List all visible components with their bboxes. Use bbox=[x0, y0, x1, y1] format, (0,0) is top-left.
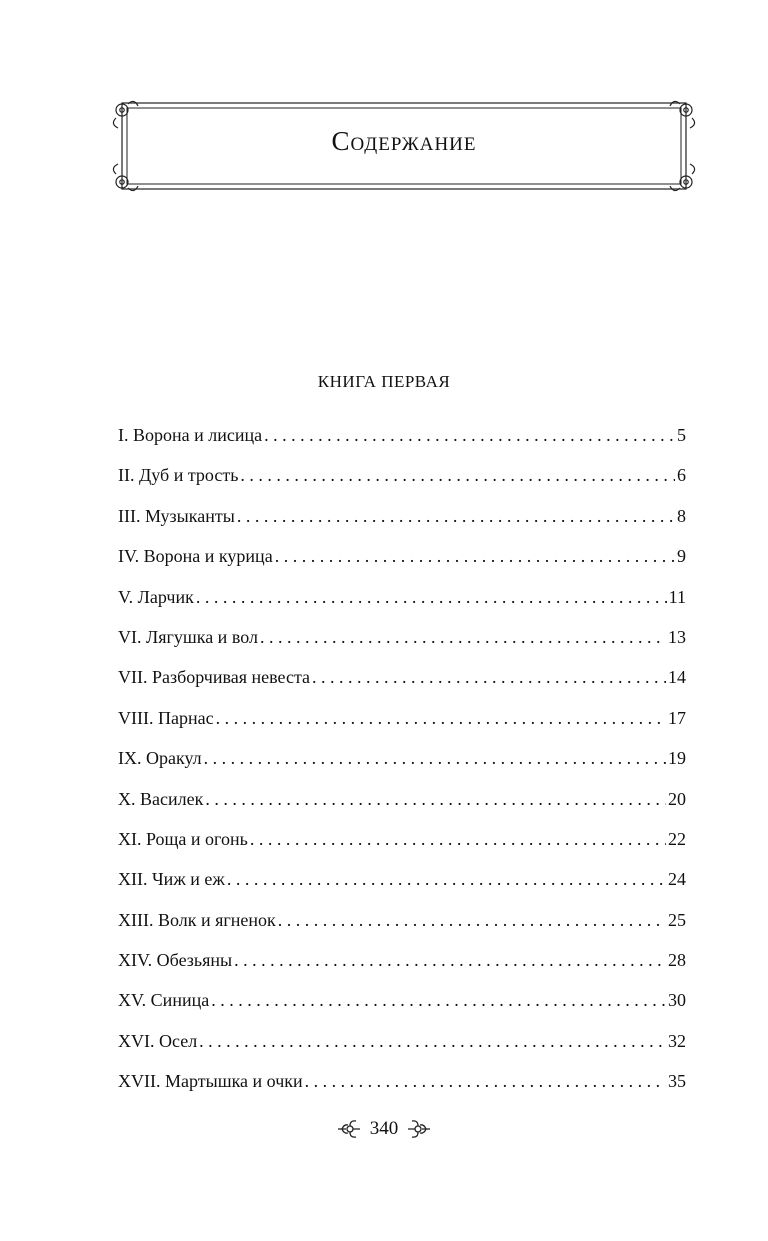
toc-entry-page: 30 bbox=[668, 990, 686, 1011]
toc-entry-title: XII. Чиж и еж bbox=[118, 869, 225, 890]
toc-entry bbox=[118, 946, 686, 986]
dot-leader bbox=[204, 744, 666, 772]
page-title: Содержание bbox=[331, 126, 477, 156]
fleuron-icon bbox=[336, 1118, 362, 1140]
toc-entry-page: 20 bbox=[668, 788, 686, 809]
toc-entry-title: VI. Лягушка и вол bbox=[118, 626, 258, 647]
toc-entry-page: 22 bbox=[668, 828, 686, 849]
dot-leader bbox=[234, 946, 666, 974]
dot-leader bbox=[250, 825, 666, 853]
toc-entry-page: 11 bbox=[668, 586, 686, 607]
toc-entry bbox=[118, 583, 686, 623]
dot-leader bbox=[264, 421, 675, 449]
toc-entry bbox=[118, 825, 686, 865]
toc-entry bbox=[118, 1067, 686, 1107]
toc-entry-title: XI. Роща и огонь bbox=[118, 828, 248, 849]
toc-entry-title: XIV. Обезьяны bbox=[118, 950, 233, 971]
toc-entry bbox=[118, 542, 686, 582]
toc-entry-title: VII. Разборчивая невеста bbox=[118, 667, 311, 688]
dot-leader bbox=[227, 865, 666, 893]
toc-entry-title: I. Ворона и лисица bbox=[118, 425, 263, 445]
toc-entry-title: XV. Синица bbox=[118, 990, 210, 1011]
toc-entry bbox=[118, 623, 686, 663]
dot-leader bbox=[312, 663, 666, 691]
toc-entry-title: III. Музыканты bbox=[118, 505, 235, 526]
dot-leader bbox=[278, 906, 666, 934]
page-footer bbox=[0, 1118, 768, 1140]
toc-entry bbox=[118, 421, 686, 461]
toc-entry-page: 25 bbox=[668, 909, 686, 930]
toc-entry bbox=[118, 1027, 686, 1067]
dot-leader bbox=[305, 1067, 666, 1095]
toc-entry bbox=[118, 865, 686, 905]
toc-entry-page: 24 bbox=[668, 869, 686, 890]
section-heading: КНИГА ПЕРВАЯ bbox=[317, 372, 451, 391]
toc-entry-page: 9 bbox=[677, 546, 686, 567]
toc-entry-title: V. Ларчик bbox=[118, 586, 194, 607]
toc-entry bbox=[118, 704, 686, 744]
toc-entry bbox=[118, 663, 686, 703]
toc-entry-title: II. Дуб и трость bbox=[118, 465, 239, 486]
dot-leader bbox=[199, 1027, 666, 1055]
toc-entry-title: IV. Ворона и курица bbox=[118, 546, 273, 567]
toc-entry-title: X. Василек bbox=[118, 788, 204, 809]
title-frame bbox=[108, 100, 700, 192]
dot-leader bbox=[260, 623, 666, 651]
toc-entry-page: 14 bbox=[668, 667, 686, 688]
toc-entry-page: 28 bbox=[668, 950, 686, 971]
toc-entry bbox=[118, 744, 686, 784]
dot-leader bbox=[237, 502, 675, 530]
dot-leader bbox=[275, 542, 675, 570]
dot-leader bbox=[216, 704, 666, 732]
dot-leader bbox=[240, 461, 675, 489]
table-of-contents bbox=[118, 421, 686, 1108]
toc-entry-page: 19 bbox=[668, 748, 686, 769]
toc-entry bbox=[118, 502, 686, 542]
dot-leader bbox=[196, 583, 667, 611]
toc-entry-page: 17 bbox=[668, 707, 686, 728]
toc-entry-title: VIII. Парнас bbox=[118, 707, 214, 728]
toc-entry bbox=[118, 986, 686, 1026]
toc-entry-page: 32 bbox=[668, 1030, 686, 1051]
toc-entry bbox=[118, 906, 686, 946]
dot-leader bbox=[211, 986, 666, 1014]
toc-entry-page: 8 bbox=[677, 505, 686, 526]
toc-entry-title: XIII. Волк и ягненок bbox=[118, 909, 276, 930]
toc-entry-title: XVII. Мартышка и очки bbox=[118, 1071, 303, 1092]
dot-leader bbox=[205, 785, 666, 813]
page-number: 340 bbox=[369, 1118, 399, 1139]
toc-entry-page: 5 bbox=[677, 425, 686, 445]
toc-entry-page: 6 bbox=[677, 465, 686, 486]
fleuron-icon bbox=[406, 1118, 432, 1140]
toc-entry-title: IX. Оракул bbox=[118, 748, 202, 769]
toc-entry bbox=[118, 785, 686, 825]
toc-entry-page: 35 bbox=[668, 1071, 686, 1092]
toc-entry-page: 13 bbox=[668, 626, 686, 647]
toc-entry bbox=[118, 461, 686, 501]
toc-entry-title: XVI. Осел bbox=[118, 1030, 198, 1051]
